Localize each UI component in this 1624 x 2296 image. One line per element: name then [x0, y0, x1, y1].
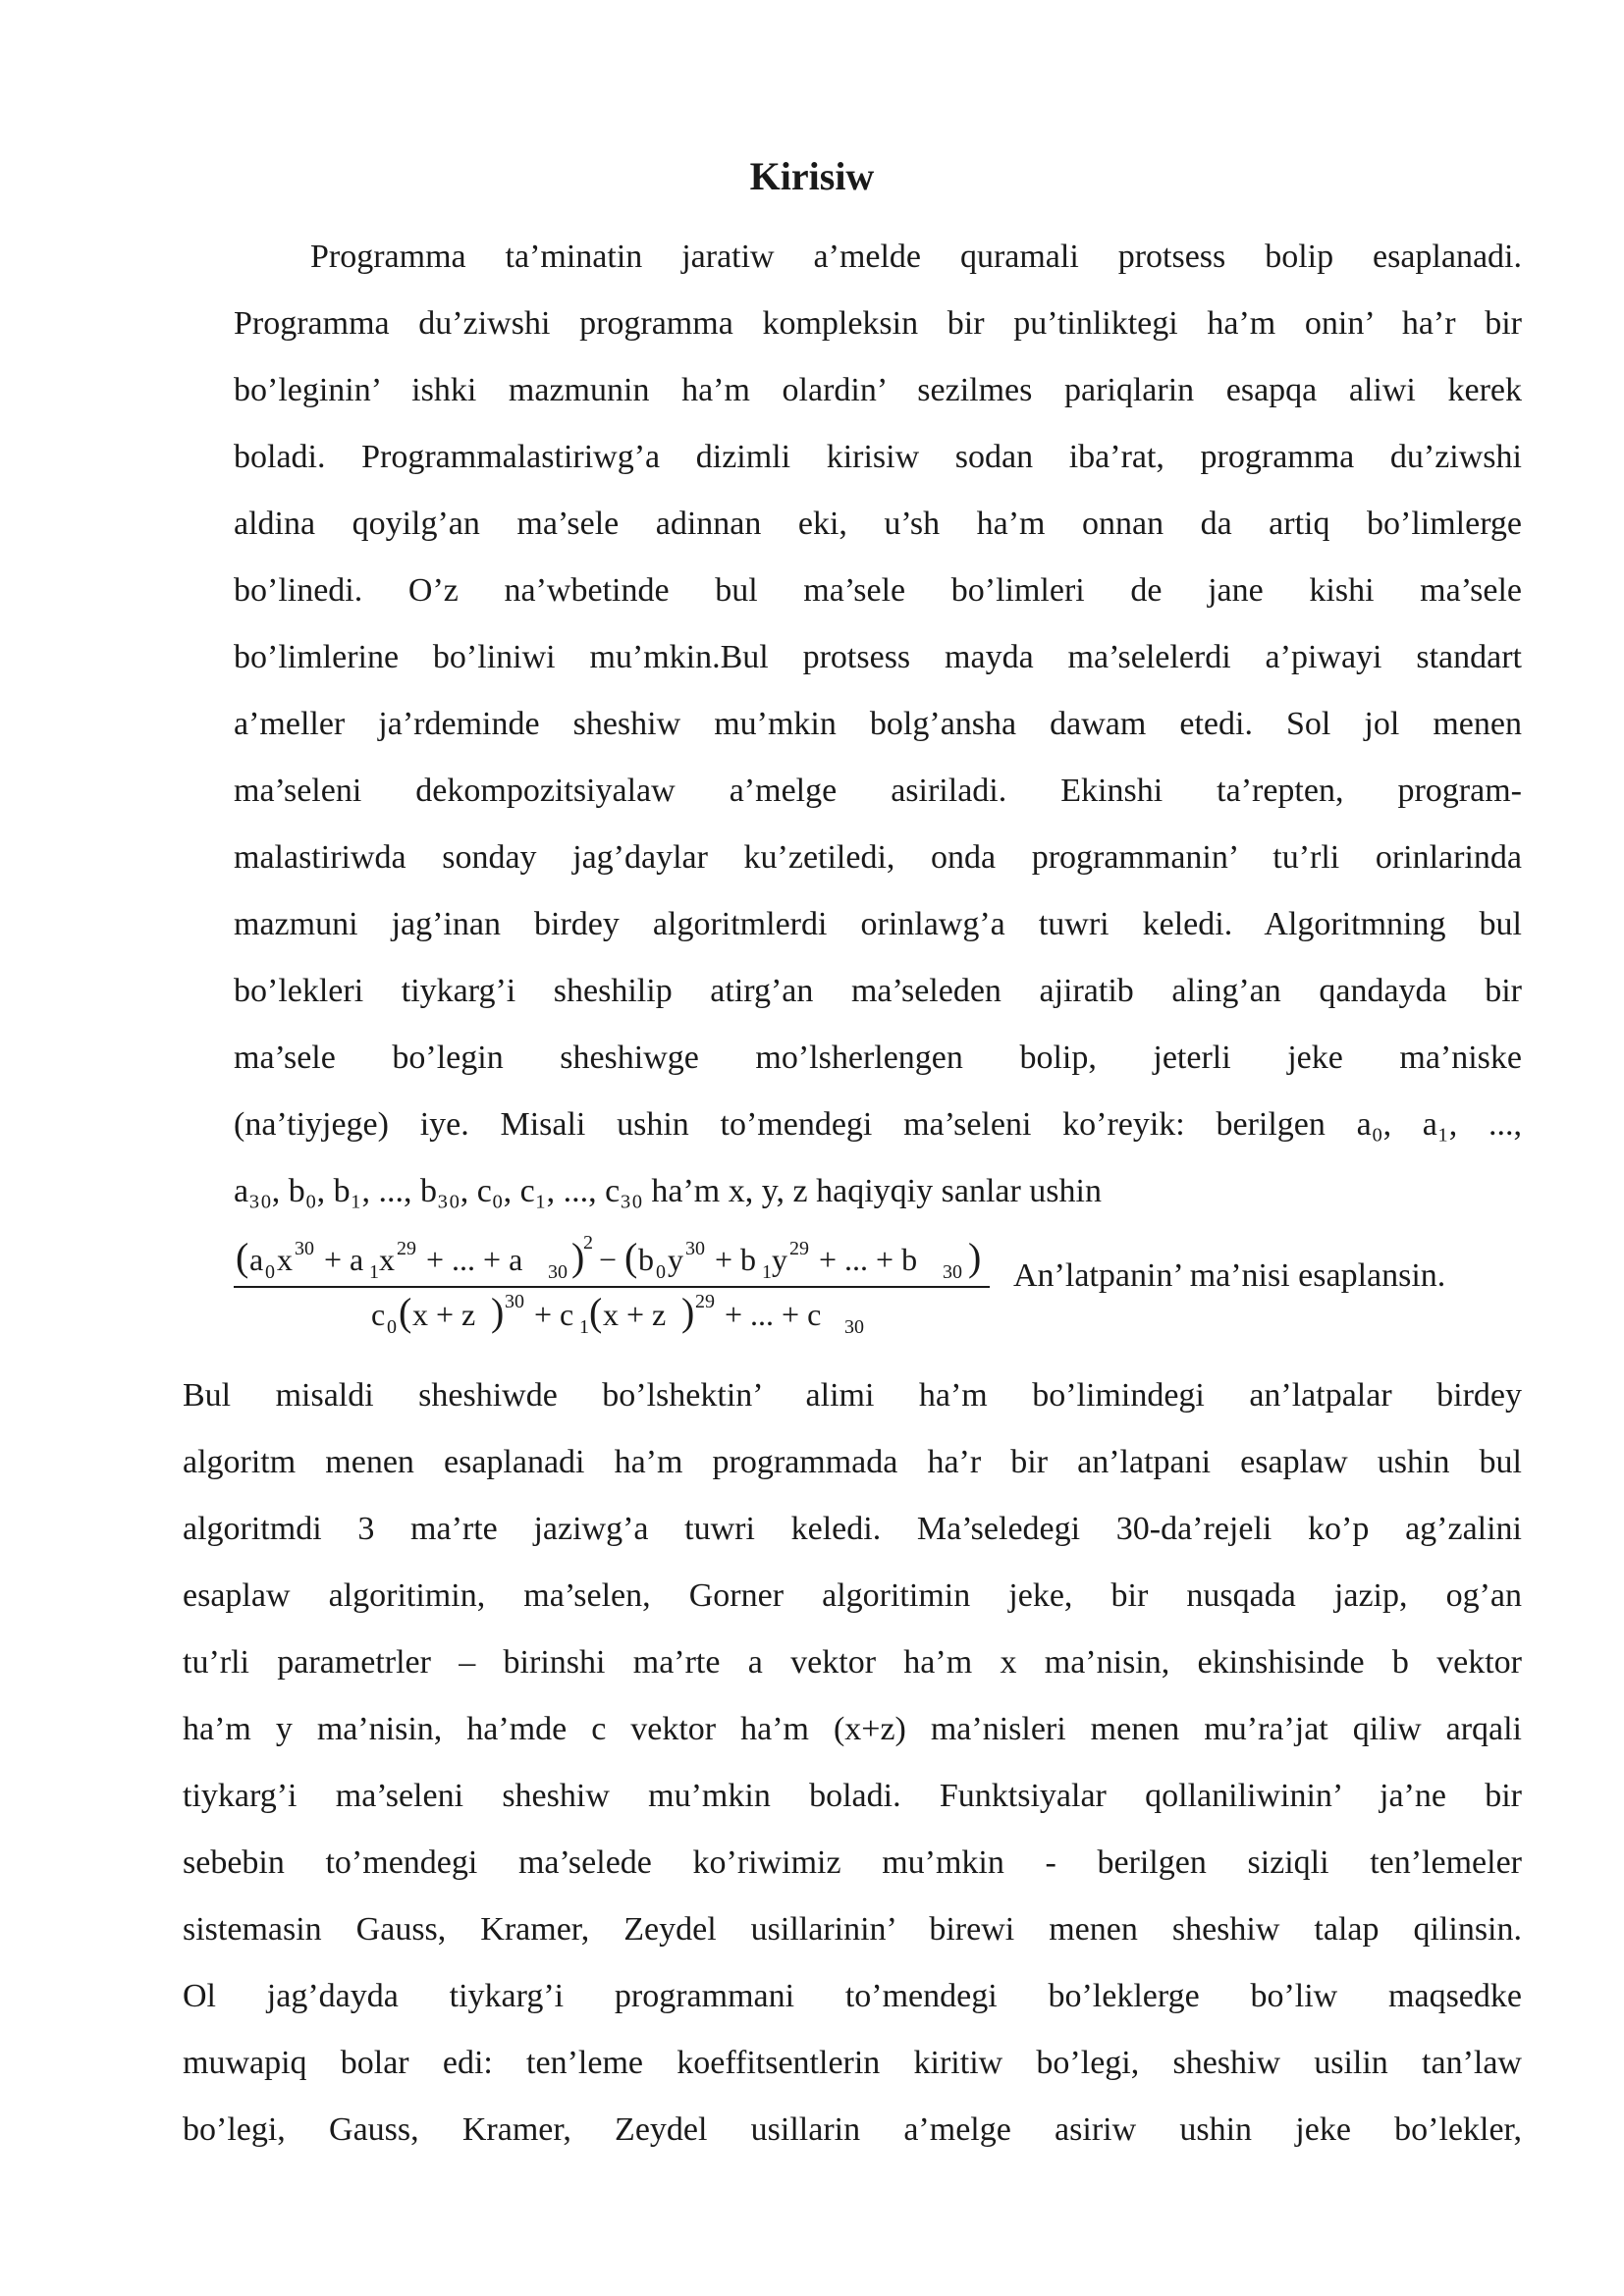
svg-text:30: 30 [844, 1316, 864, 1338]
svg-text:x + z: x + z [412, 1297, 476, 1332]
svg-text:(: ( [624, 1235, 638, 1279]
svg-text:): ) [571, 1235, 585, 1279]
text-line: muwapiq bolar edi: ten’leme koeffitsentlerin kiritiw bo’legi, sheshiw usilin tan’law [183, 2045, 1522, 2081]
text-line: aldina qoyilg’an ma’sele adinnan eki, u’sh ha’m onnan da artiq bo’limlerge [234, 506, 1522, 542]
text-line: bo’linedi. O’z na’wbetinde bul ma’sele bo’limleri de jane kishi ma’sele [234, 572, 1522, 609]
text-line: ma’sele bo’legin sheshiwge mo’lsherlengen bolip, jeterli jeke ma’niske [234, 1040, 1522, 1076]
text-line: Programma ta’minatin jaratiw a’melde quramali protsess bolip esaplanadi. [310, 239, 1522, 275]
text-line: sebebin to’mendegi ma’selede ko’riwimiz mu’mkin - berilgen siziqli ten’lemeler [183, 1844, 1522, 1881]
text-line: sistemasin Gauss, Kramer, Zeydel usillarinin’ birewi menen sheshiw talap qilinsin. [183, 1911, 1522, 1948]
svg-text:29: 29 [397, 1238, 416, 1259]
text-line: tu’rli parametrler – birinshi ma’rte a vektor ha’m x ma’nisin, ekinshisinde b vektor [183, 1644, 1522, 1681]
svg-text:1: 1 [579, 1316, 589, 1338]
text-line: bo’legi, Gauss, Kramer, Zeydel usillarin a’melge asiriw ushin jeke bo’lekler, [183, 2111, 1522, 2148]
svg-text:(: ( [589, 1290, 603, 1334]
text-line: a₃₀, b₀, b₁, ..., b₃₀, c₀, c₁, ..., c₃₀ ha’m x, y, z haqiyqiy sanlar ushin [234, 1173, 1102, 1209]
svg-text:(: ( [236, 1235, 249, 1279]
text-line: Bul misaldi sheshiwde bo’lshektin’ alimi ha’m bo’limindegi an’latpalar birdey [183, 1377, 1522, 1414]
svg-text:2: 2 [583, 1232, 593, 1254]
text-line: esaplaw algoritimin, ma’selen, Gorner algoritimin jeke, bir nusqada jazip, og’an [183, 1577, 1522, 1614]
svg-text:0: 0 [265, 1261, 275, 1283]
svg-text:): ) [681, 1290, 695, 1334]
svg-text:c: c [371, 1297, 386, 1332]
svg-text:1: 1 [369, 1261, 379, 1283]
svg-text:y: y [668, 1242, 683, 1277]
svg-text:0: 0 [387, 1316, 397, 1338]
svg-text:+ c: + c [534, 1297, 574, 1332]
svg-text:): ) [491, 1290, 505, 1334]
svg-text:29: 29 [789, 1238, 809, 1259]
svg-text:29: 29 [695, 1291, 715, 1312]
text-line: (na’tiyjege) iye. Misali ushin to’mendegi ma’seleni ko’reyik: berilgen a₀, a₁, ..., [234, 1106, 1522, 1143]
svg-text:): ) [968, 1235, 982, 1279]
svg-text:1: 1 [762, 1261, 772, 1283]
text-line: boladi. Programmalastiriwg’a dizimli kirisiw sodan iba’rat, programma du’ziwshi [234, 439, 1522, 475]
svg-text:30: 30 [295, 1238, 314, 1259]
formula-caption: An’latpanin’ ma’nisi esaplansin. [1013, 1257, 1446, 1294]
intro-paragraph [234, 224, 1522, 1225]
text-line: ma’seleni dekompozitsiyalaw a’melge asiriladi. Ekinshi ta’repten, program- [234, 773, 1522, 809]
formula-graphic [234, 1223, 1019, 1341]
text-line: ha’m y ma’nisin, ha’mde c vektor ha’m (x+z) ma’nisleri menen mu’ra’jat qiliw arqali [183, 1711, 1522, 1747]
svg-text:+ b: + b [715, 1242, 757, 1277]
body-paragraph [183, 1362, 1522, 2163]
svg-text:30: 30 [943, 1261, 962, 1283]
svg-text:(: ( [399, 1290, 412, 1334]
text-line: a’meller ja’rdeminde sheshiw mu’mkin bolg’ansha dawam etedi. Sol jol menen [234, 706, 1522, 742]
text-line: Programma du’ziwshi programma kompleksin bir pu’tinliktegi ha’m onin’ ha’r bir [234, 305, 1522, 342]
text-line: malastiriwda sonday jag’daylar ku’zetiledi, onda programmanin’ tu’rli orinlarinda [234, 839, 1522, 876]
svg-text:+ ... + a: + ... + a [426, 1242, 523, 1277]
text-line: bo’leginin’ ishki mazmunin ha’m olardin’ sezilmes pariqlarin esapqa aliwi kerek [234, 372, 1522, 408]
svg-text:+ ... + c: + ... + c [725, 1297, 822, 1332]
svg-text:a: a [249, 1242, 264, 1277]
svg-text:+ ... + b: + ... + b [819, 1242, 918, 1277]
page-title: Kirisiw [749, 154, 875, 198]
svg-text:0: 0 [656, 1261, 666, 1283]
svg-text:y: y [772, 1242, 787, 1277]
text-line: algoritmdi 3 ma’rte jaziwg’a tuwri keledi. Ma’seledegi 30-da’rejeli ko’p ag’zalini [183, 1511, 1522, 1547]
svg-text:−: − [599, 1242, 618, 1277]
text-line: Ol jag’dayda tiykarg’i programmani to’mendegi bo’leklerge bo’liw maqsedke [183, 1978, 1522, 2014]
text-line: tiykarg’i ma’seleni sheshiw mu’mkin boladi. Funktsiyalar qollaniliwinin’ ja’ne bir [183, 1778, 1522, 1814]
svg-text:b: b [638, 1242, 654, 1277]
svg-text:x + z: x + z [603, 1297, 667, 1332]
svg-text:30: 30 [548, 1261, 568, 1283]
svg-text:x: x [379, 1242, 395, 1277]
svg-text:+ a: + a [324, 1242, 364, 1277]
text-line: algoritm menen esaplanadi ha’m programmada ha’r bir an’latpani esaplaw ushin bul [183, 1444, 1522, 1480]
svg-text:30: 30 [685, 1238, 705, 1259]
svg-text:x: x [277, 1242, 293, 1277]
svg-text:30: 30 [505, 1291, 524, 1312]
text-line: bo’limlerine bo’liniwi mu’mkin.Bul protsess mayda ma’selelerdi a’piwayi standart [234, 639, 1522, 675]
text-line: mazmuni jag’inan birdey algoritmlerdi orinlawg’a tuwri keledi. Algoritmning bul [234, 906, 1522, 942]
text-line: bo’lekleri tiykarg’i sheshilip atirg’an ma’seleden ajiratib aling’an qandayda bir [234, 973, 1522, 1009]
